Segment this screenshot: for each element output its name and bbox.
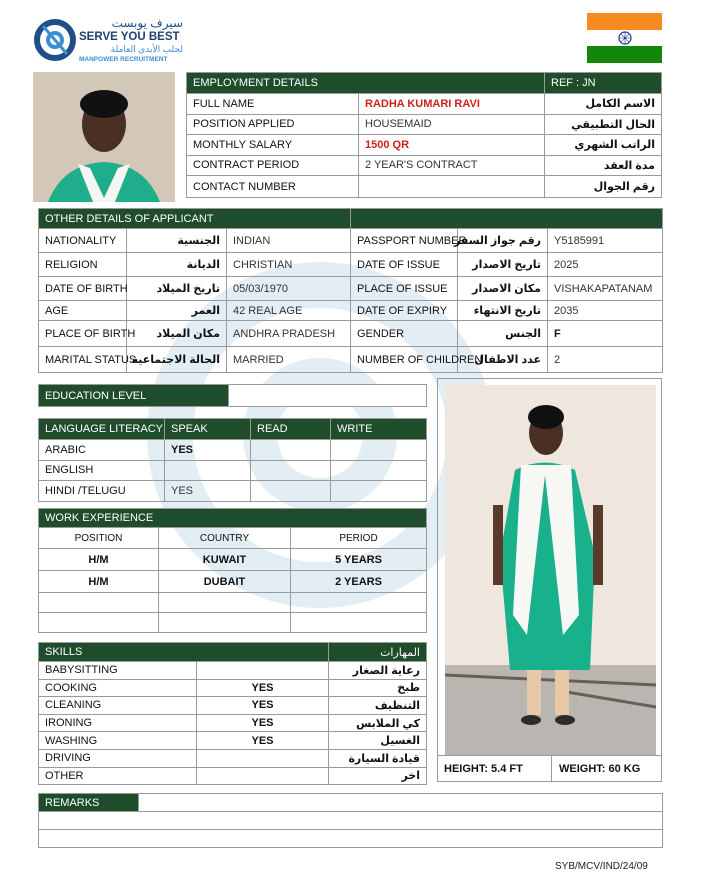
work-country: DUBAIT	[159, 571, 291, 593]
employment-details-table	[186, 72, 662, 198]
age-value: 42 REAL AGE	[227, 301, 351, 321]
work-position: H/M	[39, 549, 159, 571]
table-row	[39, 253, 663, 277]
passport-number-label-ar: رقم جواز السفر	[458, 229, 548, 253]
age-label-ar: العمر	[127, 301, 227, 321]
skill-name: IRONING	[39, 714, 197, 732]
work-period: 2 YEARS	[291, 571, 427, 593]
ref-label: REF : JN	[545, 73, 662, 94]
company-tagline-ar: لجلب الأيدي العاملة	[110, 44, 183, 54]
table-row	[39, 229, 663, 253]
skill-name-ar: الغسيل	[329, 732, 427, 750]
skill-value	[197, 749, 329, 767]
remarks-header: REMARKS	[39, 794, 139, 812]
other-details-header: OTHER DETAILS OF APPLICANT	[39, 209, 351, 229]
date-of-birth-label: DATE OF BIRTH	[39, 277, 127, 301]
nationality-label-ar: الجنسية	[127, 229, 227, 253]
table-row	[39, 571, 427, 593]
applicant-photo	[33, 72, 175, 202]
work-period: 5 YEARS	[291, 549, 427, 571]
skill-value	[197, 767, 329, 785]
skill-name: WASHING	[39, 732, 197, 750]
passport-number-label: PASSPORT NUMBER	[351, 229, 458, 253]
skill-name-ar: كي الملابس	[329, 714, 427, 732]
table-row	[39, 321, 663, 347]
write-value	[331, 481, 427, 502]
monthly-salary-value: 1500 QR	[359, 135, 545, 156]
table-row	[39, 613, 427, 633]
education-level-label: EDUCATION LEVEL	[39, 385, 229, 407]
full-body-photo-frame	[437, 378, 662, 782]
work-country	[159, 593, 291, 613]
language-literacy-header: LANGUAGE LITERACY	[39, 419, 165, 440]
table-row	[39, 697, 427, 715]
skill-name: OTHER	[39, 767, 197, 785]
marital-status-label-ar: الحالة الاجتماعية	[127, 347, 227, 373]
monthly-salary-label: MONTHLY SALARY	[187, 135, 359, 156]
company-logo	[33, 16, 183, 66]
date-of-issue-label: DATE OF ISSUE	[351, 253, 458, 277]
skill-name: DRIVING	[39, 749, 197, 767]
company-name-en: SERVE YOU BEST	[79, 31, 180, 43]
work-position: H/M	[39, 571, 159, 593]
skill-name-ar: اخر	[329, 767, 427, 785]
skill-name-ar: طبخ	[329, 679, 427, 697]
place-of-issue-label-ar: مكان الاصدار	[458, 277, 548, 301]
contract-period-label-ar: مدة العقد	[545, 155, 662, 176]
table-row	[39, 440, 427, 461]
skill-value: YES	[197, 697, 329, 715]
read-value	[251, 460, 331, 481]
contract-period-value: 2 YEAR'S CONTRACT	[359, 155, 545, 176]
logo-icon	[33, 16, 77, 64]
language-name: ENGLISH	[39, 460, 165, 481]
gender-label-ar: الجنس	[458, 321, 548, 347]
religion-value: CHRISTIAN	[227, 253, 351, 277]
full-name-label-ar: الاسم الكامل	[545, 94, 662, 115]
height-value: HEIGHT: 5.4 FT	[444, 763, 523, 775]
skill-name: CLEANING	[39, 697, 197, 715]
date-of-expiry-label: DATE OF EXPIRY	[351, 301, 458, 321]
skill-value: YES	[197, 714, 329, 732]
ashoka-chakra-icon	[618, 31, 632, 45]
marital-status-value: MARRIED	[227, 347, 351, 373]
skill-value: YES	[197, 679, 329, 697]
contact-number-label: CONTACT NUMBER	[187, 176, 359, 198]
work-position	[39, 613, 159, 633]
table-row	[39, 277, 663, 301]
place-of-birth-label: PLACE OF BIRTH	[39, 321, 127, 347]
work-experience-header: WORK EXPERIENCE	[39, 509, 427, 528]
position-applied-label: POSITION APPLIED	[187, 114, 359, 135]
education-level-value	[229, 385, 427, 407]
table-row	[39, 301, 663, 321]
work-country	[159, 613, 291, 633]
table-row	[39, 460, 427, 481]
table-row	[39, 481, 427, 502]
table-row	[39, 347, 663, 373]
skill-name: COOKING	[39, 679, 197, 697]
contact-number-value	[359, 176, 545, 198]
language-table	[38, 418, 427, 502]
passport-number-value: Y5185991	[548, 229, 663, 253]
read-header: READ	[251, 419, 331, 440]
language-name: ARABIC	[39, 440, 165, 461]
skills-table	[38, 642, 427, 785]
education-table	[38, 384, 427, 407]
work-position	[39, 593, 159, 613]
remarks-value	[139, 794, 663, 812]
table-row	[39, 662, 427, 680]
speak-value: YES	[165, 440, 251, 461]
monthly-salary-label-ar: الراتب الشهري	[545, 135, 662, 156]
table-row	[39, 593, 427, 613]
number-of-children-label: NUMBER OF CHILDREN	[351, 347, 458, 373]
company-name-ar: سيرف يوبست	[111, 16, 183, 30]
religion-label-ar: الديانة	[127, 253, 227, 277]
work-experience-table	[38, 508, 427, 633]
period-header: PERIOD	[291, 528, 427, 549]
place-of-issue-value: VISHAKAPATANAM	[548, 277, 663, 301]
skills-header: SKILLS	[39, 643, 329, 662]
number-of-children-value: 2	[548, 347, 663, 373]
speak-value: YES	[165, 481, 251, 502]
remarks-table	[38, 793, 663, 848]
read-value	[251, 481, 331, 502]
full-name-label: FULL NAME	[187, 94, 359, 115]
footer-reference-code: SYB/MCV/IND/24/09	[555, 861, 648, 872]
table-row	[39, 732, 427, 750]
contract-period-label: CONTRACT PERIOD	[187, 155, 359, 176]
nationality-value: INDIAN	[227, 229, 351, 253]
full-body-photo	[445, 385, 656, 755]
work-period	[291, 593, 427, 613]
date-of-birth-label-ar: تاريخ الميلاد	[127, 277, 227, 301]
number-of-children-label-ar: عدد الاطفال	[458, 347, 548, 373]
skills-header-ar: المهارات	[329, 643, 427, 662]
table-row	[39, 714, 427, 732]
age-label: AGE	[39, 301, 127, 321]
skill-name: BABYSITTING	[39, 662, 197, 680]
date-of-expiry-label-ar: تاريخ الانتهاء	[458, 301, 548, 321]
religion-label: RELIGION	[39, 253, 127, 277]
date-of-birth-value: 05/03/1970	[227, 277, 351, 301]
gender-value: F	[548, 321, 663, 347]
employment-details-header: EMPLOYMENT DETAILS	[187, 73, 545, 94]
skill-name-ar: قيادة السيارة	[329, 749, 427, 767]
date-of-expiry-value: 2035	[548, 301, 663, 321]
country-header: COUNTRY	[159, 528, 291, 549]
contact-number-label-ar: رقم الجوال	[545, 176, 662, 198]
date-of-issue-value: 2025	[548, 253, 663, 277]
write-header: WRITE	[331, 419, 427, 440]
india-flag	[587, 13, 662, 63]
place-of-birth-label-ar: مكان الميلاد	[127, 321, 227, 347]
other-details-table	[38, 208, 663, 373]
skill-value	[197, 662, 329, 680]
skill-value: YES	[197, 732, 329, 750]
speak-value	[165, 460, 251, 481]
nationality-label: NATIONALITY	[39, 229, 127, 253]
date-of-issue-label-ar: تاريخ الاصدار	[458, 253, 548, 277]
skill-name-ar: رعاية الصغار	[329, 662, 427, 680]
place-of-issue-label: PLACE OF ISSUE	[351, 277, 458, 301]
speak-header: SPEAK	[165, 419, 251, 440]
write-value	[331, 460, 427, 481]
skill-name-ar: التنظيف	[329, 697, 427, 715]
weight-value: WEIGHT: 60 KG	[559, 763, 641, 775]
position-applied-value: HOUSEMAID	[359, 114, 545, 135]
work-period	[291, 613, 427, 633]
table-row	[39, 767, 427, 785]
gender-label: GENDER	[351, 321, 458, 347]
place-of-birth-value: ANDHRA PRADESH	[227, 321, 351, 347]
write-value	[331, 440, 427, 461]
position-applied-label-ar: الحال التطبيقي	[545, 114, 662, 135]
marital-status-label: MARITAL STATUS	[39, 347, 127, 373]
work-country: KUWAIT	[159, 549, 291, 571]
position-header: POSITION	[39, 528, 159, 549]
read-value	[251, 440, 331, 461]
table-row	[39, 549, 427, 571]
table-row	[39, 679, 427, 697]
company-tagline-en: MANPOWER RECRUITMENT	[79, 56, 168, 63]
full-name-value: RADHA KUMARI RAVI	[359, 94, 545, 115]
table-row	[39, 749, 427, 767]
language-name: HINDI /TELUGU	[39, 481, 165, 502]
